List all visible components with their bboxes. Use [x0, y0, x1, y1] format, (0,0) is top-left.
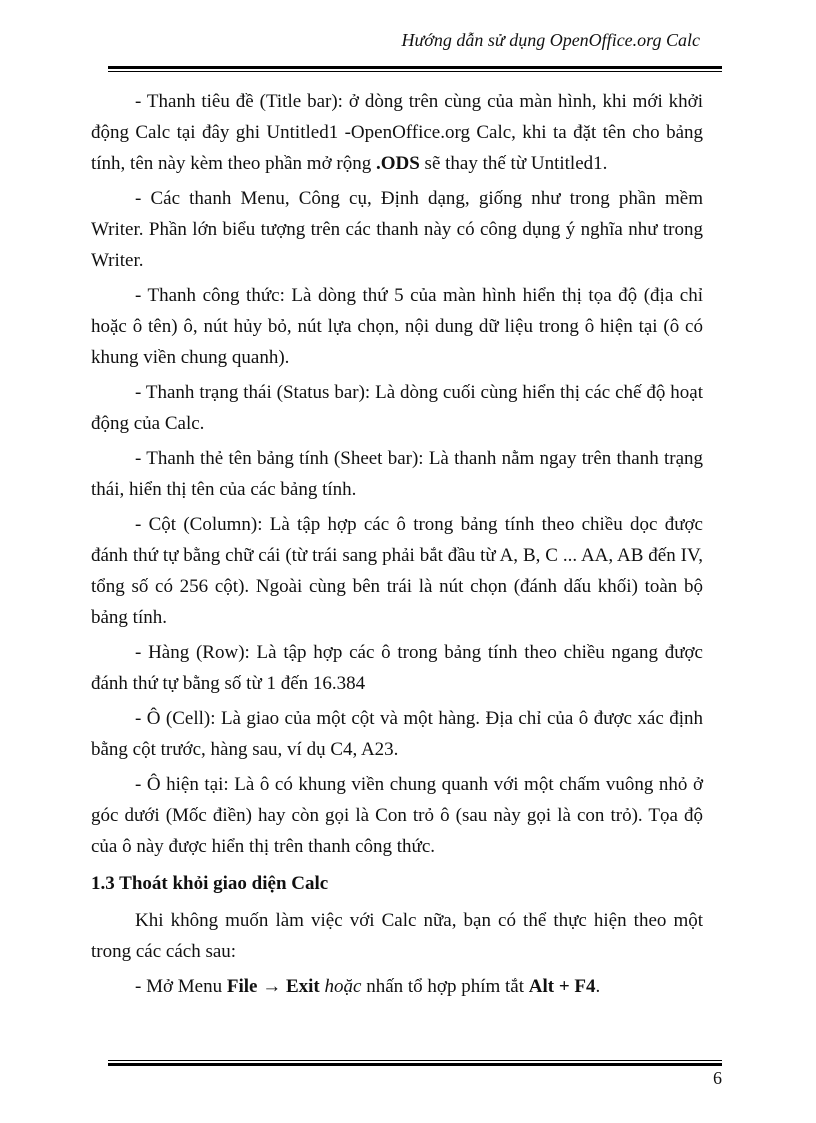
section-intro: Khi không muốn làm việc với Calc nữa, bạn có thể thực hiện theo một trong các cách sau: [91, 910, 703, 962]
paragraph-text: - Thanh tiêu đề (Title bar): ở dòng trên cùng của màn hình, khi mới khởi động Calc tại đây ghi Untitled1 -OpenOffice.org Calc, khi ta đặt tên cho bảng tính, tên này kèm theo phần mở rộng [91, 91, 703, 174]
instruction-text: nhấn tổ hợp phím tắt [361, 976, 529, 997]
paragraph-column: - Cột (Column): Là tập hợp các ô trong bảng tính theo chiều dọc được đánh thứ tự bằng chữ cái (từ trái sang phải bắt đầu từ A, B, C ... AA, AB đến IV, tổng số có 256 cột). Ngoài cùng bên trái là nút chọn (đánh dấu khối) toàn bộ bảng tính. [91, 514, 703, 628]
page-body [91, 86, 703, 1006]
menu-file: File [226, 976, 258, 997]
paragraph-title-bar [91, 86, 703, 179]
instruction-text: - Mở Menu [135, 976, 227, 997]
shortcut-keys: Alt + F4 [528, 976, 596, 997]
exit-instruction [91, 971, 703, 1002]
paragraph-current-cell: - Ô hiện tại: Là ô có khung viền chung quanh với một chấm vuông nhỏ ở góc dưới (Mốc điền) hay còn gọi là Con trỏ ô (sau này gọi là con trỏ). Tọa độ của ô này được hiển thị trên thanh công thức. [91, 774, 703, 857]
menu-exit: Exit [285, 976, 320, 997]
footer-rule [108, 1060, 722, 1066]
arrow-icon: → [257, 976, 286, 997]
paragraph-text: sẽ thay thế từ Untitled1. [419, 153, 608, 174]
paragraph-sheet-bar: - Thanh thẻ tên bảng tính (Sheet bar): Là thanh nằm ngay trên thanh trạng thái, hiển thị tên của các bảng tính. [91, 448, 703, 500]
header-rule [108, 66, 722, 72]
paragraph-formula-bar: - Thanh công thức: Là dòng thứ 5 của màn hình hiển thị tọa độ (địa chỉ hoặc ô tên) ô, nút hủy bỏ, nút lựa chọn, nội dung dữ liệu trong ô hiện tại (ô có khung viền chung quanh). [91, 285, 703, 368]
paragraph-cell: - Ô (Cell): Là giao của một cột và một hàng. Địa chỉ của ô được xác định bằng cột trước, hàng sau, ví dụ C4, A23. [91, 708, 703, 760]
ods-extension: .ODS [375, 153, 420, 174]
page-number: 6 [713, 1068, 722, 1088]
paragraph-menu-bars: - Các thanh Menu, Công cụ, Định dạng, giống như trong phần mềm Writer. Phần lớn biểu tượng trên các thanh này có công dụng ý nghĩa như trong Writer. [91, 188, 703, 271]
paragraph-status-bar: - Thanh trạng thái (Status bar): Là dòng cuối cùng hiển thị các chế độ hoạt động của Calc. [91, 382, 703, 434]
paragraph-row: - Hàng (Row): Là tập hợp các ô trong bảng tính theo chiều ngang được đánh thứ tự bằng số từ 1 đến 16.384 [91, 642, 703, 694]
or-text: hoặc [324, 976, 362, 997]
instruction-end: . [595, 976, 601, 997]
running-header: Hướng dẫn sử dụng OpenOffice.org Calc [401, 30, 700, 50]
section-heading: 1.3 Thoát khỏi giao diện Calc [91, 873, 329, 894]
